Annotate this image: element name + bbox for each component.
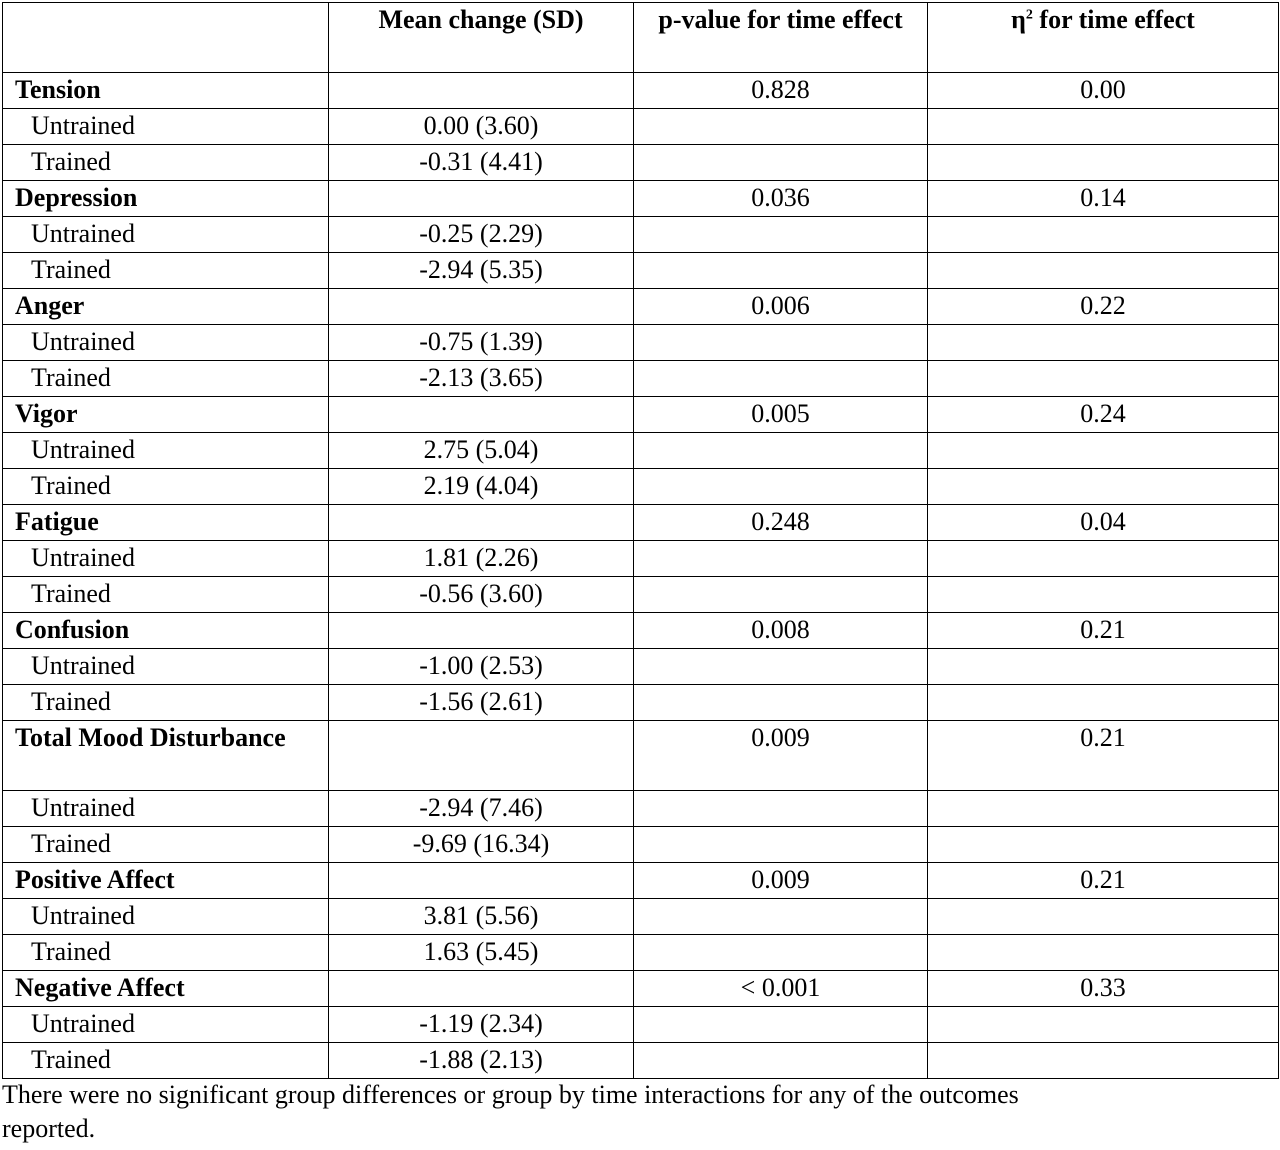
group-label: Trained xyxy=(3,935,329,971)
header-p-value: p-value for time effect xyxy=(634,3,928,73)
group-row xyxy=(3,145,1279,181)
mean-change-cell: -9.69 (16.34) xyxy=(329,827,634,863)
p-value-cell xyxy=(634,145,928,181)
group-row xyxy=(3,1043,1279,1079)
p-value-cell xyxy=(634,217,928,253)
group-label: Untrained xyxy=(3,899,329,935)
category-label: Tension xyxy=(3,73,329,109)
header-eta-squared xyxy=(928,3,1279,73)
p-value-cell: 0.009 xyxy=(634,863,928,899)
results-table-container xyxy=(2,2,1278,1079)
group-row xyxy=(3,325,1279,361)
eta-squared-cell xyxy=(928,361,1279,397)
results-table xyxy=(2,2,1279,1079)
mean-change-cell xyxy=(329,505,634,541)
group-label: Trained xyxy=(3,577,329,613)
eta-squared-cell xyxy=(928,1007,1279,1043)
eta-squared-cell xyxy=(928,827,1279,863)
p-value-cell: 0.036 xyxy=(634,181,928,217)
p-value-cell: 0.828 xyxy=(634,73,928,109)
mean-change-cell xyxy=(329,289,634,325)
eta-squared-cell xyxy=(928,791,1279,827)
p-value-cell: 0.005 xyxy=(634,397,928,433)
group-label: Untrained xyxy=(3,649,329,685)
eta-squared-cell: 0.00 xyxy=(928,73,1279,109)
mean-change-cell: -2.94 (7.46) xyxy=(329,791,634,827)
mean-change-cell xyxy=(329,863,634,899)
mean-change-cell: 2.19 (4.04) xyxy=(329,469,634,505)
p-value-cell: 0.009 xyxy=(634,721,928,791)
eta-squared-cell xyxy=(928,325,1279,361)
category-row xyxy=(3,181,1279,217)
eta-squared-cell: 0.21 xyxy=(928,721,1279,791)
mean-change-cell xyxy=(329,397,634,433)
mean-change-cell: -0.75 (1.39) xyxy=(329,325,634,361)
category-label: Negative Affect xyxy=(3,971,329,1007)
category-row xyxy=(3,971,1279,1007)
category-label: Anger xyxy=(3,289,329,325)
group-row xyxy=(3,109,1279,145)
p-value-cell: < 0.001 xyxy=(634,971,928,1007)
mean-change-cell: -0.31 (4.41) xyxy=(329,145,634,181)
mean-change-cell: -1.19 (2.34) xyxy=(329,1007,634,1043)
group-label: Untrained xyxy=(3,109,329,145)
eta-squared-cell: 0.21 xyxy=(928,613,1279,649)
p-value-cell xyxy=(634,325,928,361)
table-footnote: There were no significant group differences or group by time interactions for any of the outcomes reported. xyxy=(2,1080,1019,1143)
header-row xyxy=(3,3,1279,73)
mean-change-cell: 1.63 (5.45) xyxy=(329,935,634,971)
group-label: Trained xyxy=(3,361,329,397)
p-value-cell xyxy=(634,253,928,289)
group-label: Trained xyxy=(3,1043,329,1079)
mean-change-cell xyxy=(329,181,634,217)
category-row xyxy=(3,721,1279,791)
p-value-cell xyxy=(634,433,928,469)
group-label: Untrained xyxy=(3,217,329,253)
category-label: Vigor xyxy=(3,397,329,433)
mean-change-cell: -0.56 (3.60) xyxy=(329,577,634,613)
group-label: Trained xyxy=(3,827,329,863)
category-label: Positive Affect xyxy=(3,863,329,899)
p-value-cell xyxy=(634,1043,928,1079)
mean-change-cell: -1.88 (2.13) xyxy=(329,1043,634,1079)
group-label: Trained xyxy=(3,253,329,289)
group-row xyxy=(3,253,1279,289)
mean-change-cell: 1.81 (2.26) xyxy=(329,541,634,577)
eta-squared-cell xyxy=(928,685,1279,721)
eta-squared-cell: 0.33 xyxy=(928,971,1279,1007)
eta-squared-cell xyxy=(928,649,1279,685)
mean-change-cell: -2.13 (3.65) xyxy=(329,361,634,397)
category-label: Depression xyxy=(3,181,329,217)
eta-squared-cell: 0.24 xyxy=(928,397,1279,433)
group-label: Untrained xyxy=(3,791,329,827)
category-label: Total Mood Disturbance xyxy=(3,721,329,791)
mean-change-cell xyxy=(329,613,634,649)
mean-change-cell: 0.00 (3.60) xyxy=(329,109,634,145)
group-label: Trained xyxy=(3,685,329,721)
mean-change-cell: -1.00 (2.53) xyxy=(329,649,634,685)
eta-squared-cell xyxy=(928,1043,1279,1079)
mean-change-cell: 2.75 (5.04) xyxy=(329,433,634,469)
eta-squared-cell xyxy=(928,469,1279,505)
mean-change-cell xyxy=(329,721,634,791)
category-row xyxy=(3,863,1279,899)
p-value-cell xyxy=(634,685,928,721)
mean-change-cell: -2.94 (5.35) xyxy=(329,253,634,289)
p-value-cell xyxy=(634,109,928,145)
p-value-cell xyxy=(634,577,928,613)
eta-symbol: η xyxy=(1011,5,1026,34)
p-value-cell xyxy=(634,469,928,505)
p-value-cell: 0.248 xyxy=(634,505,928,541)
p-value-cell xyxy=(634,541,928,577)
p-value-cell xyxy=(634,1007,928,1043)
eta-squared-cell xyxy=(928,541,1279,577)
group-row xyxy=(3,899,1279,935)
group-label: Trained xyxy=(3,145,329,181)
group-row xyxy=(3,649,1279,685)
group-label: Untrained xyxy=(3,1007,329,1043)
header-empty-cell xyxy=(3,3,329,73)
category-label: Confusion xyxy=(3,613,329,649)
category-row xyxy=(3,73,1279,109)
p-value-cell xyxy=(634,791,928,827)
eta-squared-cell xyxy=(928,577,1279,613)
eta-squared-cell xyxy=(928,433,1279,469)
group-label: Untrained xyxy=(3,541,329,577)
header-mean-change: Mean change (SD) xyxy=(329,3,634,73)
p-value-cell xyxy=(634,899,928,935)
group-row xyxy=(3,433,1279,469)
group-label: Trained xyxy=(3,469,329,505)
group-label: Untrained xyxy=(3,325,329,361)
group-row xyxy=(3,935,1279,971)
category-row xyxy=(3,397,1279,433)
mean-change-cell: 3.81 (5.56) xyxy=(329,899,634,935)
eta-squared-cell xyxy=(928,109,1279,145)
eta-header-text: for time effect xyxy=(1032,5,1195,34)
group-label: Untrained xyxy=(3,433,329,469)
eta-squared-cell: 0.04 xyxy=(928,505,1279,541)
eta-squared-cell: 0.14 xyxy=(928,181,1279,217)
eta-squared-cell: 0.22 xyxy=(928,289,1279,325)
p-value-cell: 0.006 xyxy=(634,289,928,325)
category-row xyxy=(3,613,1279,649)
group-row xyxy=(3,541,1279,577)
eta-squared-cell xyxy=(928,145,1279,181)
mean-change-cell: -0.25 (2.29) xyxy=(329,217,634,253)
group-row xyxy=(3,1007,1279,1043)
mean-change-cell xyxy=(329,73,634,109)
category-label: Fatigue xyxy=(3,505,329,541)
group-row xyxy=(3,217,1279,253)
group-row xyxy=(3,791,1279,827)
category-row xyxy=(3,289,1279,325)
group-row xyxy=(3,361,1279,397)
group-row xyxy=(3,685,1279,721)
category-row xyxy=(3,505,1279,541)
eta-superscript: 2 xyxy=(1025,7,1033,23)
eta-squared-cell xyxy=(928,899,1279,935)
eta-squared-cell xyxy=(928,935,1279,971)
eta-squared-cell: 0.21 xyxy=(928,863,1279,899)
p-value-cell xyxy=(634,827,928,863)
p-value-cell: 0.008 xyxy=(634,613,928,649)
mean-change-cell xyxy=(329,971,634,1007)
p-value-cell xyxy=(634,361,928,397)
eta-squared-cell xyxy=(928,253,1279,289)
mean-change-cell: -1.56 (2.61) xyxy=(329,685,634,721)
group-row xyxy=(3,577,1279,613)
p-value-cell xyxy=(634,935,928,971)
p-value-cell xyxy=(634,649,928,685)
group-row xyxy=(3,827,1279,863)
table-body xyxy=(3,73,1279,1079)
eta-squared-cell xyxy=(928,217,1279,253)
group-row xyxy=(3,469,1279,505)
